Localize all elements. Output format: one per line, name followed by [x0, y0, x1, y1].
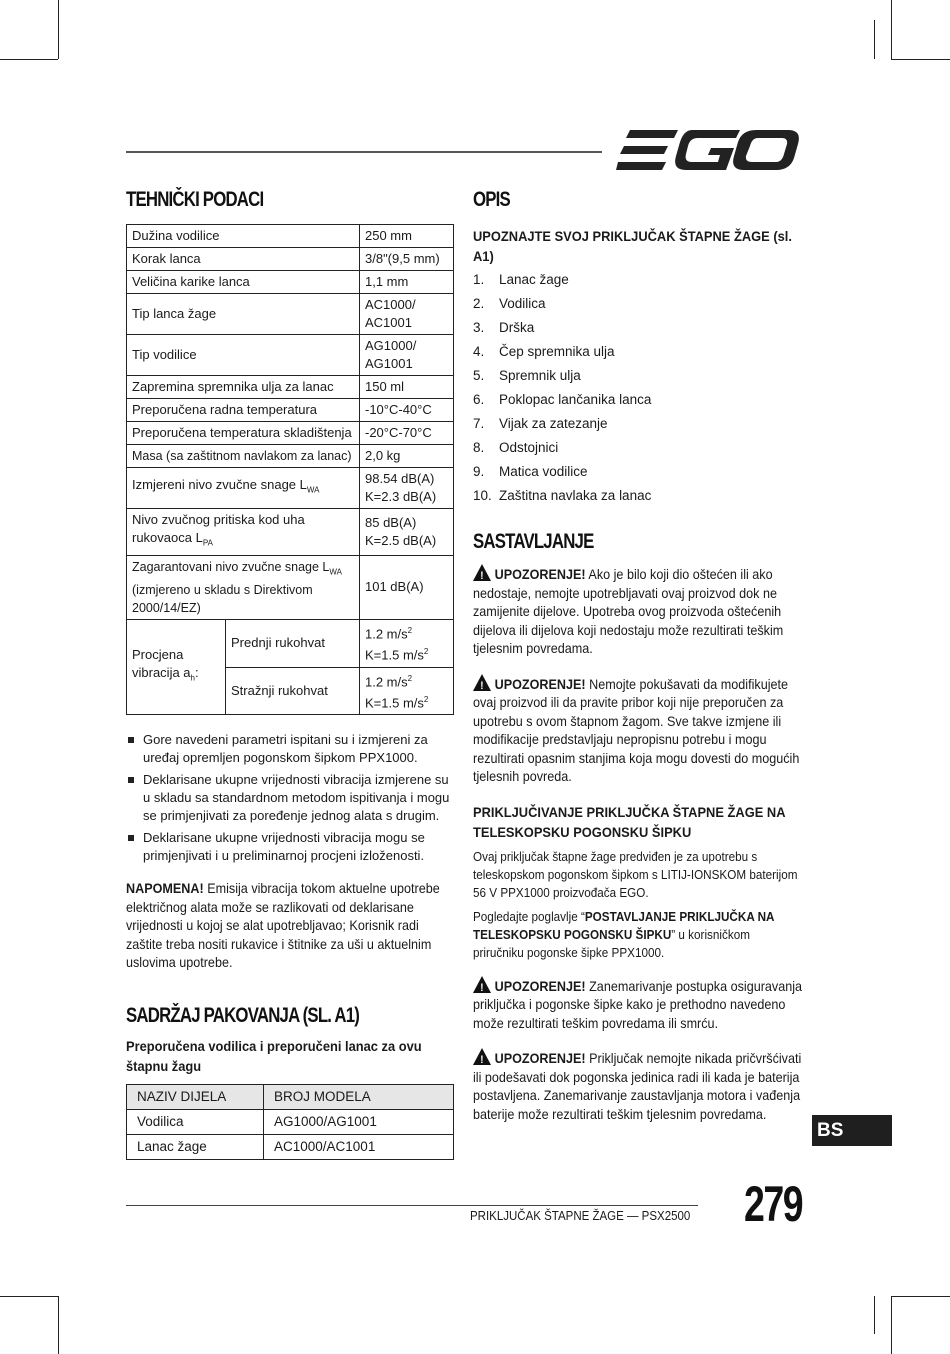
- list-item: 2. Vodilica: [473, 296, 546, 311]
- column-header: NAZIV DIJELA: [127, 1084, 264, 1109]
- spec-value: 1,1 mm: [360, 271, 454, 294]
- spec-label: Korak lanca: [127, 248, 360, 271]
- spec-label: Izmjereni nivo zvučne snage $L_{WA}$: [127, 468, 360, 509]
- vibration-label: Procjena vibracija $a_h$:: [127, 620, 226, 715]
- list-item: Gore navedeni parametri ispitani su i izmjereni za uređaj opremljen pogonskom šipkom PPX1000.: [126, 731, 454, 767]
- section-title-assembly: SASTAVLJANJE: [473, 530, 594, 553]
- right-column: [473, 188, 803, 1123]
- spec-value: -10°C-40°C: [360, 399, 454, 422]
- spec-value: 2,0 kg: [360, 445, 454, 468]
- header-rule: [126, 151, 602, 153]
- attach-paragraph: Ovaj priključak štapne žage predviđen je za upotrebu s teleskopskom pogonskom šipkom s LITIJ-IONSKOM baterijom 56 V PPX1000 proizvođača EGO.: [473, 848, 798, 900]
- front-handle-value: 1.2 $m/s^2$ K=1.5 $m/s^2$: [360, 620, 454, 667]
- warning-paragraph: !UPOZORENJE! Ako je bilo koji dio oštećen ili ako nedostaje, nemojte upotrebljavati ovaj proizvod dok ne zamijenite dijelove. Upotreba ovog proizvoda oštećenih dijelova ili dijelova koji nedostaju može rezultirati teškim tjelesnim povredama.: [473, 564, 803, 658]
- spec-row: [127, 335, 454, 376]
- list-item: 4. Čep spremnika ulja: [473, 344, 615, 359]
- spec-label: Preporučena radna temperatura: [127, 399, 360, 422]
- spec-row-guaranteed: [127, 555, 454, 620]
- table-header: [127, 1084, 454, 1109]
- list-item: 5. Spremnik ulja: [473, 368, 581, 383]
- warning-icon: [473, 564, 491, 581]
- crop-mark: [891, 1296, 950, 1297]
- spec-value: AC1000/ AC1001: [360, 294, 454, 335]
- footer-title: PRIKLJUČAK ŠTAPNE ŽAGE — PSX2500: [470, 1209, 691, 1223]
- spec-value: -20°C-70°C: [360, 422, 454, 445]
- rear-handle-label: Stražnji rukohvat: [226, 667, 360, 715]
- spec-label: Zagarantovani nivo zvučne snage $L_{WA}$ (izmjereno u skladu s Direktivom 2000/14/EZ): [127, 555, 360, 620]
- notes-list: [126, 731, 454, 865]
- technical-specs-table: [126, 224, 454, 620]
- table-row: [127, 1109, 454, 1134]
- column-header: BROJ MODELA: [264, 1084, 454, 1109]
- list-item: Deklarisane ukupne vrijednosti vibracija mogu se primjenjivati i u preliminarnoj procjeni izloženosti.: [126, 829, 454, 865]
- spec-label: Dužina vodilice: [127, 225, 360, 248]
- list-item: 1. Lanac žage: [473, 272, 569, 287]
- spec-row: [127, 399, 454, 422]
- vibration-table: [126, 620, 454, 715]
- front-handle-label: Prednji rukohvat: [226, 620, 360, 667]
- crop-mark: [874, 1296, 875, 1334]
- warning-icon: [473, 674, 491, 691]
- crop-mark: [891, 59, 950, 60]
- table-row: [127, 1134, 454, 1159]
- section-title-package: SADRŽAJ PAKOVANJA (SL. A1): [126, 1003, 360, 1027]
- list-item: 8. Odstojnici: [473, 440, 559, 455]
- crop-mark: [0, 59, 58, 60]
- warning-paragraph: !UPOZORENJE! Nemojte pokušavati da modifikujete ovaj proizvod ili da pravite pribor koji nije preporučen za upotrebu s ovom štapnom žagom. Sve takve izmjene ili modifikacije predstavljaju nepropisnu potrebu i mogu rezultirati opasnim stanjima koja mogu dovesti do mogućih tjelesnih povreda.: [473, 674, 803, 786]
- description-subtitle: UPOZNAJTE SVOJ PRIKLJUČAK ŠTAPNE ŽAGE (sl. A1): [473, 228, 792, 264]
- spec-label: Nivo zvučnog pritiska kod uha rukovaoca $L_{PA}$: [127, 509, 360, 556]
- table-cell: Lanac žage: [127, 1134, 264, 1159]
- spec-value: 250 mm: [360, 225, 454, 248]
- spec-row-sound-pressure: [127, 509, 454, 556]
- crop-mark: [891, 0, 892, 59]
- left-column: [126, 188, 454, 1160]
- spec-value: 98.54 dB(A) K=2.3 dB(A): [360, 468, 454, 509]
- spec-value: 150 ml: [360, 376, 454, 399]
- section-title-description: OPIS: [473, 188, 510, 211]
- spec-label: Masa (sa zaštitnom navlakom za lanac): [127, 445, 360, 468]
- spec-row: [127, 376, 454, 399]
- spec-row: [127, 271, 454, 294]
- warning-paragraph: !UPOZORENJE! Priključak nemojte nikada pričvršćivati ili podešavati dok pogonska jedinica radi ili kada je baterija postavljena. Zanemarivanje zaustavljanja motora i vađenja baterije može rezultirati teškim tjelesnim povredama.: [473, 1048, 803, 1123]
- crop-mark: [58, 0, 59, 59]
- spec-row: [127, 225, 454, 248]
- page-number: 279: [744, 1176, 803, 1232]
- warning-paragraph: !UPOZORENJE! Zanemarivanje postupka osiguravanja priključka i pogonske šipke kako je prethodno navedeno može rezultirati teškim povredama ili smrću.: [473, 976, 803, 1033]
- spec-label: Tip vodilice: [127, 335, 360, 376]
- spec-value: 101 dB(A): [360, 555, 454, 620]
- list-item: 9. Matica vodilice: [473, 464, 588, 479]
- list-item: 3. Drška: [473, 320, 535, 335]
- footer-rule: [126, 1205, 698, 1206]
- warning-icon: [473, 976, 491, 993]
- spec-row-sound-power: [127, 468, 454, 509]
- table-cell: AG1000/AG1001: [264, 1109, 454, 1134]
- spec-row: [127, 445, 454, 468]
- spec-label: Tip lanca žage: [127, 294, 360, 335]
- ego-logo: [616, 128, 800, 172]
- spec-row: [127, 294, 454, 335]
- spec-value: AG1000/ AG1001: [360, 335, 454, 376]
- spec-row: [127, 422, 454, 445]
- table-cell: Vodilica: [127, 1109, 264, 1134]
- spec-label: Zapremina spremnika ulja za lanac: [127, 376, 360, 399]
- spec-value: 85 dB(A) K=2.5 dB(A): [360, 509, 454, 556]
- package-table: [126, 1084, 454, 1160]
- attach-subtitle: PRIKLJUČIVANJE PRIKLJUČKA ŠTAPNE ŽAGE NA TELESKOPSKU POGONSKU ŠIPKU: [473, 803, 786, 840]
- note-paragraph: NAPOMENA! Emisija vibracija tokom aktuelne upotrebe električnog alata može se razlikovati od deklarisane vrijednosti u kojoj se alat upotrebljavao; Korisnik radi zaštite treba nositi rukavice i štitnike za uši u aktuelnim uslovima upotrebe.: [126, 880, 440, 971]
- table-cell: AC1000/AC1001: [264, 1134, 454, 1159]
- spec-row: [127, 248, 454, 271]
- crop-mark: [874, 20, 875, 59]
- list-item: Deklarisane ukupne vrijednosti vibracija izmjerene su u skladu sa standardnom metodom ispitivanja i mogu se primjenjivati za poređenje jednog alata s drugim.: [126, 771, 454, 825]
- language-tab: BS: [812, 1115, 892, 1146]
- attach-paragraph: Pogledajte poglavlje “POSTAVLJANJE PRIKLJUČKA NA TELESKOPSKU POGONSKU ŠIPKU” u korisničkom priručniku pogonske šipke PPX1000.: [473, 908, 775, 960]
- list-item: 10. Zaštitna navlaka za lanac: [473, 488, 652, 503]
- crop-mark: [58, 1296, 59, 1354]
- spec-label: Preporučena temperatura skladištenja: [127, 422, 360, 445]
- parts-list: [473, 268, 803, 508]
- list-item: 6. Poklopac lančanika lanca: [473, 392, 652, 407]
- rear-handle-value: 1.2 $m/s^2$ K=1.5 $m/s^2$: [360, 667, 454, 715]
- spec-label: Veličina karike lanca: [127, 271, 360, 294]
- section-title-technical-data: TEHNIČKI PODACI: [126, 188, 264, 211]
- list-item: 7. Vijak za zatezanje: [473, 416, 608, 431]
- crop-mark: [891, 1296, 892, 1354]
- package-subtitle: Preporučena vodilica i preporučeni lanac za ovu štapnu žagu: [126, 1037, 422, 1074]
- warning-icon: [473, 1048, 491, 1065]
- crop-mark: [0, 1296, 58, 1297]
- spec-value: 3/8"(9,5 mm): [360, 248, 454, 271]
